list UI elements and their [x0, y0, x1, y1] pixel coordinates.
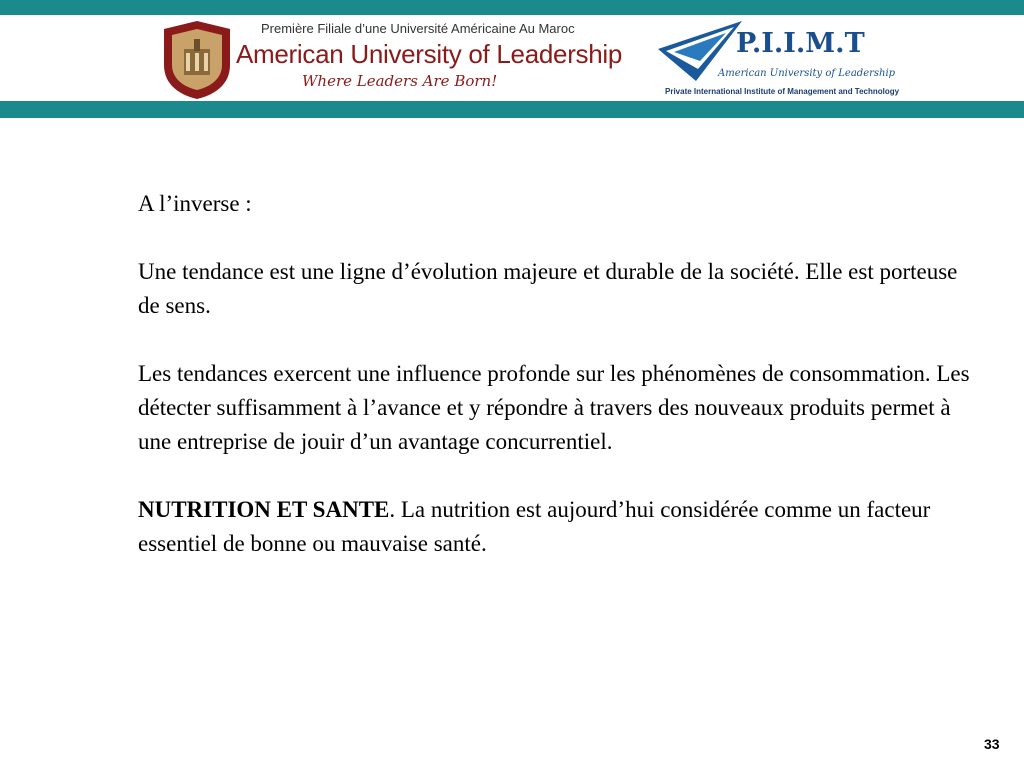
- aul-subtitle: Première Filiale d’une Université Américaine Au Maroc: [261, 21, 575, 36]
- piimt-fullname: Private International Institute of Management and Technology: [665, 87, 900, 96]
- aul-seal-logo: [160, 19, 234, 101]
- intro-text: A l’inverse :: [138, 191, 252, 216]
- nutrition-heading: NUTRITION ET SANTE: [138, 497, 390, 522]
- bottom-teal-bar: [0, 101, 1024, 118]
- piimt-subtitle: American University of Leadership: [718, 68, 896, 79]
- paragraph-tendance: Une tendance est une ligne d’évolution majeure et durable de la société. Elle est porteuse de sens.: [138, 259, 958, 318]
- paragraph-influence: Les tendances exercent une influence profonde sur les phénomènes de consommation. Les détecter suffisamment à l’avance et y répondre à travers des nouveaux produits permet à une entreprise de jouir d’un avantage concurrentiel.: [138, 361, 970, 454]
- paragraph-nutrition: [138, 493, 978, 561]
- piimt-title: P.I.I.M.T: [736, 28, 865, 59]
- aul-name: American University of Leadership: [236, 39, 623, 69]
- slide-body: [138, 187, 978, 561]
- page-number: 33: [984, 736, 1000, 752]
- nutrition-text: . La nutrition est aujourd’hui considérée comme un facteur essentiel de bonne ou mauvaise santé.: [138, 497, 931, 556]
- top-teal-bar: [0, 0, 1024, 15]
- aul-tagline: Where Leaders Are Born!: [302, 72, 498, 90]
- slide-header: [0, 15, 1024, 101]
